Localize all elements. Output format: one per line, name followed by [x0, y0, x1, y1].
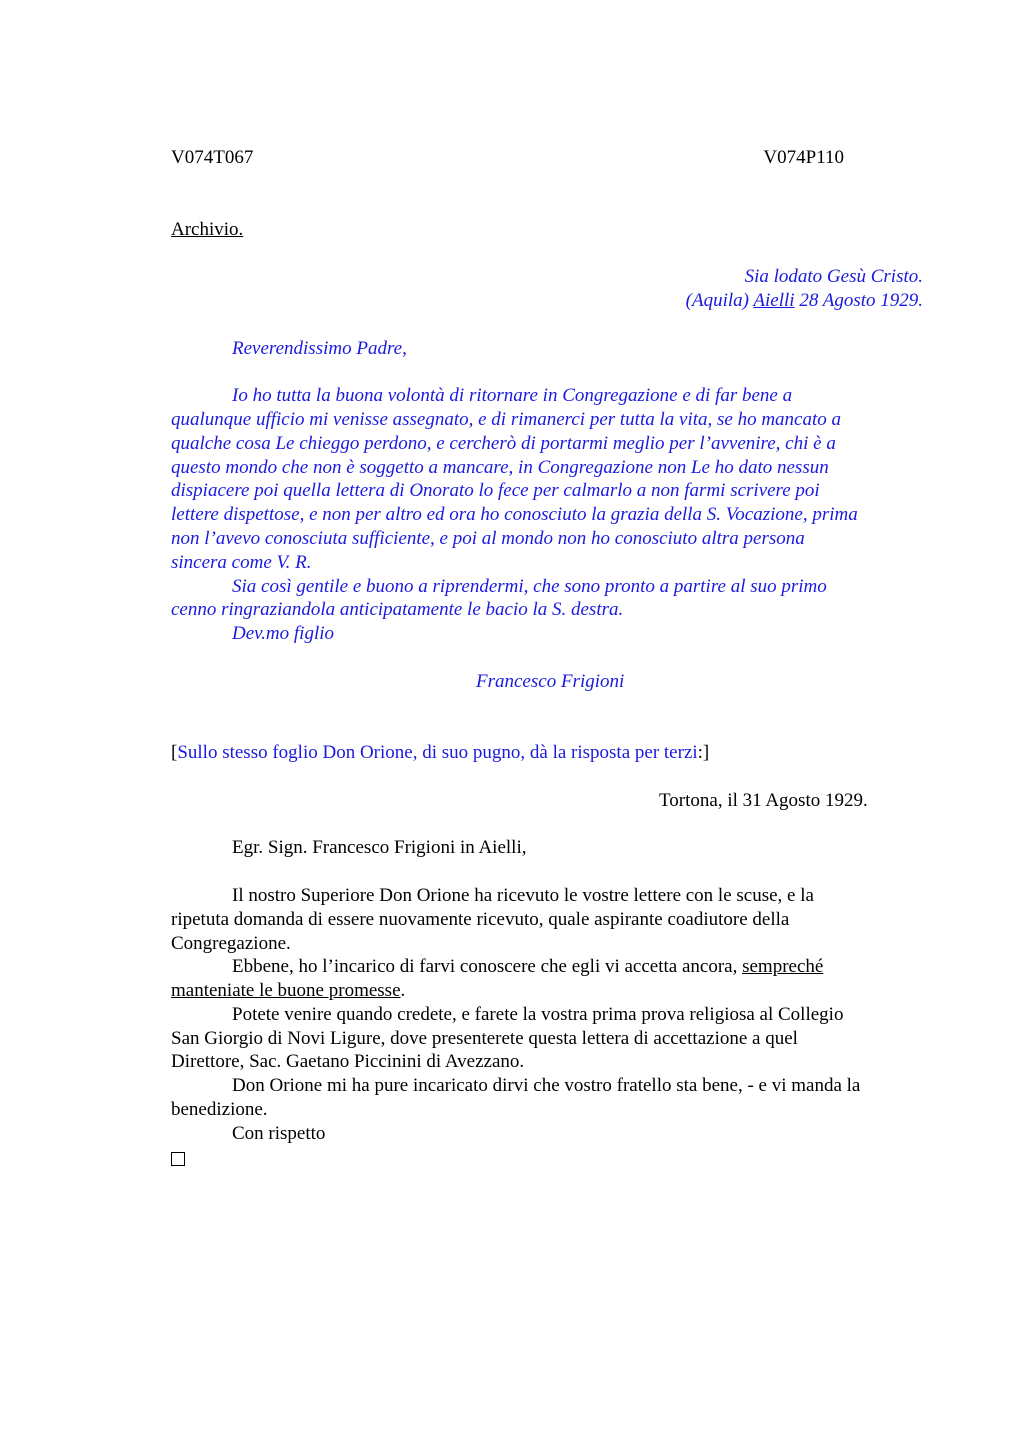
letter-body-line: lettere dispettose, e non per altro ed ora ho conosciuto la grazia della S. Vocazione, prima — [171, 504, 858, 526]
reply-p2-underlined-a: sempreché — [742, 956, 824, 978]
letter-closing: Dev.mo figlio — [232, 623, 335, 645]
letter-signature: Francesco Frigioni — [476, 670, 625, 692]
note-open-bracket: [ — [171, 742, 178, 764]
reply-body-line — [171, 979, 923, 1003]
archive-label: Archivio. — [171, 218, 244, 240]
letter-body-line: Sia così gentile e buono a riprendermi, che sono pronto a partire al suo primo — [232, 575, 827, 597]
checkbox-glyph — [171, 1146, 923, 1173]
reply-body-line: Il nostro Superiore Don Orione ha ricevuto le vostre lettere con le scuse, e la — [232, 884, 814, 906]
letter-body-line: dispiacere poi quella lettera di Onorato lo fece per calmarlo a non farmi scrivere poi — [171, 480, 820, 502]
editorial-note — [171, 741, 923, 765]
note-text: Sullo stesso foglio Don Orione, di suo pugno, dà la risposta per terzi — [177, 742, 698, 764]
reply-closing: Con rispetto — [232, 1122, 326, 1144]
document-page — [171, 146, 923, 1172]
reply-body-line: San Giorgio di Novi Ligure, dove presenterete questa lettera di accettazione a quel — [171, 1027, 798, 1049]
right-code: V074P110 — [763, 147, 844, 168]
reply-body-line: benedizione. — [171, 1099, 268, 1121]
letter-body-line: sincera come V. R. — [171, 551, 312, 573]
reply-body-line: Don Orione mi ha pure incaricato dirvi che vostro fratello sta bene, - e vi manda la — [232, 1075, 861, 1097]
reply-greeting: Egr. Sign. Francesco Frigioni in Aielli, — [232, 837, 527, 859]
left-code: V074T067 — [171, 147, 254, 168]
reply-date: Tortona, il 31 Agosto 1929. — [659, 789, 868, 811]
place-town: Aielli — [753, 289, 795, 311]
reply-body-line: ripetuta domanda di essere nuovamente ricevuto, quale aspirante coadiutore della — [171, 908, 790, 930]
letter-body-line: non l’avevo conosciuta sufficiente, e poi al mondo non ho conosciuto altra persona — [171, 527, 805, 549]
reply-body — [171, 884, 923, 1146]
place-date: 28 Agosto 1929. — [794, 289, 923, 311]
letter-body — [171, 384, 923, 646]
reply-p2-end: . — [400, 980, 406, 1002]
note-close: :] — [697, 742, 710, 764]
letter-body-line: questo mondo che non è soggetto a mancare, in Congregazione non Le ho dato nessun — [171, 456, 829, 478]
letter-body-line: Io ho tutta la buona volontà di ritornare in Congregazione e di far bene a — [232, 385, 793, 407]
empty-box-icon — [171, 1152, 185, 1166]
reply-body-line — [171, 955, 923, 979]
letter-place-date — [171, 289, 923, 313]
letter-greeting: Reverendissimo Padre, — [232, 337, 407, 359]
reply-body-line: Congregazione. — [171, 932, 291, 954]
document-header — [171, 146, 844, 170]
letter-salutation-line: Sia lodato Gesù Cristo. — [744, 266, 923, 288]
reply-p2-underlined-b: manteniate le buone promesse — [171, 980, 401, 1002]
reply-body-line: Direttore, Sac. Gaetano Piccinini di Avezzano. — [171, 1051, 525, 1073]
letter-body-line: qualunque ufficio mi venisse assegnato, e di rimanerci per tutta la vita, se ho mancato a — [171, 408, 842, 430]
reply-p2-start: Ebbene, ho l’incarico di farvi conoscere che egli vi accetta ancora, — [232, 956, 743, 978]
letter-body-line: cenno ringraziandola anticipatamente le bacio la S. destra. — [171, 599, 624, 621]
place-prefix: (Aquila) — [685, 289, 754, 311]
letter-body-line: qualche cosa Le chieggo perdono, e cercherò di portarmi meglio per l’avvenire, chi è a — [171, 432, 836, 454]
reply-body-line: Potete venire quando credete, e farete la vostra prima prova religiosa al Collegio — [232, 1003, 844, 1025]
